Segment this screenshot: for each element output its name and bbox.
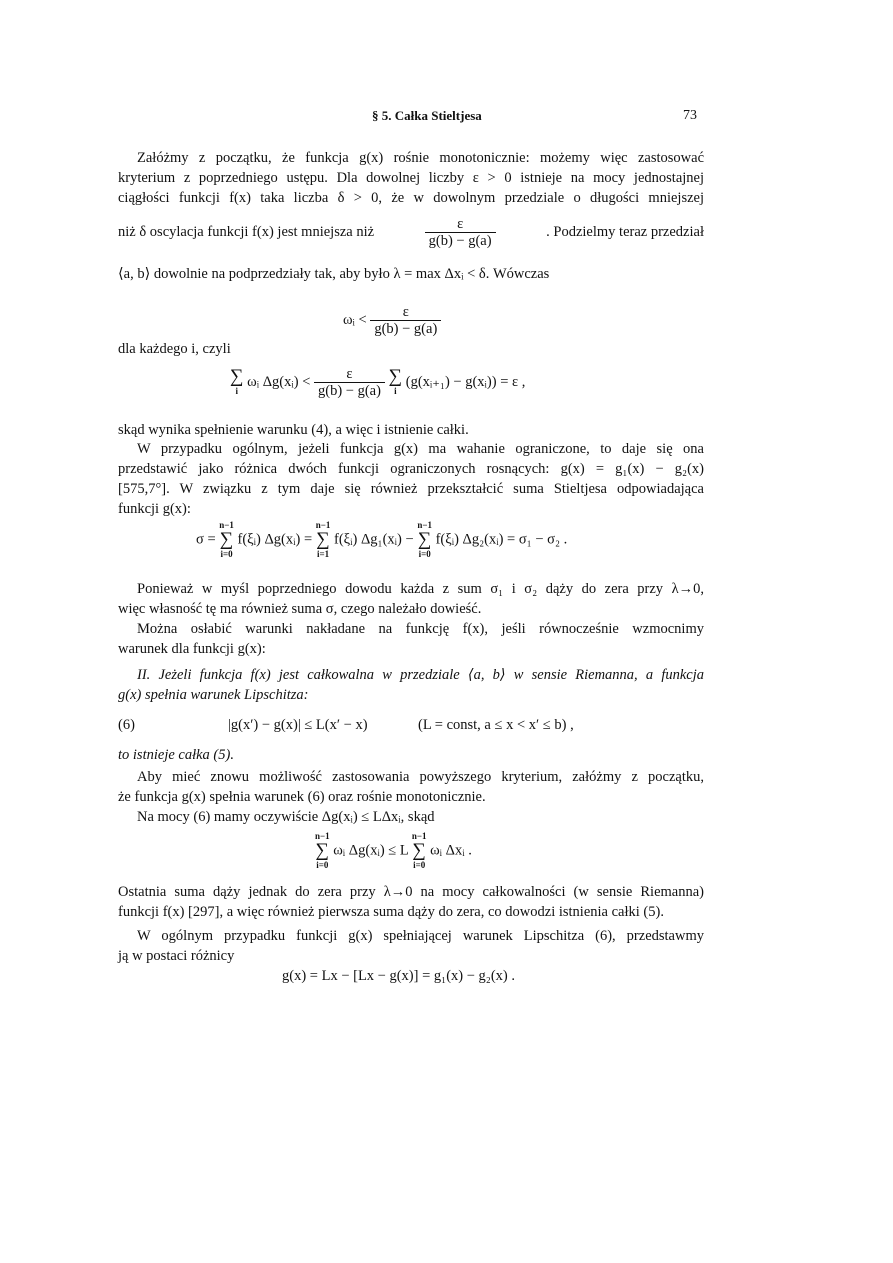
text-line: Na mocy (6) mamy oczywiście Δg(xᵢ) ≤ LΔxᵢ, skąd [137, 809, 435, 825]
sum-lower-limit: i=1 [317, 549, 330, 559]
equation-term: f(ξᵢ) Δg₂(xᵢ) = σ₁ − σ₂ . [435, 531, 568, 548]
text-line: Załóżmy z początku, że funkcja g(x) rośnie monotonicznie: możemy więc zastosować [137, 150, 704, 166]
sum-symbol: ∑ i [388, 366, 403, 396]
text-line: ją w postaci różnicy [118, 948, 235, 964]
sum-lower-limit: i=0 [413, 860, 426, 870]
theorem-line: II. Jeżeli funkcja f(x) jest całkowalna w przedziale ⟨a, b⟩ w sensie Riemanna, a funkcja [137, 667, 704, 683]
text-line-with-fraction [118, 214, 704, 250]
fraction-denominator: g(b) − g(a) [425, 232, 496, 249]
equation-last: g(x) = Lx − [Lx − g(x)] = g₁(x) − g₂(x) . [282, 968, 515, 984]
section-header: § 5. Całka Stieltjesa [372, 108, 482, 123]
text-line: [575,7°]. W związku z tym daje się również przekształcić suma Stieltjesa odpowiadająca [118, 481, 704, 497]
text-line: Aby mieć znowu możliwość zastosowania powyższego kryterium, załóżmy z początku, [137, 769, 704, 785]
text-line: przedstawić jako różnica dwóch funkcji ograniczonych rosnących: g(x) = g₁(x) − g₂(x) [118, 461, 704, 477]
equation-term: ωᵢ Δg(xᵢ) ≤ L [333, 842, 409, 859]
text-fragment: niż δ oscylacja funkcji f(x) jest mniejsza niż [118, 224, 375, 240]
sum-symbol: n−1 ∑ i=1 [315, 520, 331, 559]
equation-formula: |g(x′) − g(x)| ≤ L(x′ − x) [228, 717, 368, 733]
text-line: ⟨a, b⟩ dowolnie na podprzedziały tak, aby było λ = max Δxᵢ < δ. Wówczas [118, 266, 550, 282]
theorem-line: g(x) spełnia warunek Lipschitza: [118, 687, 309, 703]
page-number: 73 [683, 108, 697, 123]
text-line: W przypadku ogólnym, jeżeli funkcja g(x) ma wahanie ograniczone, to daje się ona [137, 441, 704, 457]
sum-upper-limit: n−1 [315, 831, 330, 841]
sum-symbol: ∑ i [230, 366, 244, 396]
sum-upper-limit: n−1 [417, 520, 432, 530]
equation-term: (g(xᵢ₊₁) − g(xᵢ)) = ε , [405, 373, 526, 390]
fraction [370, 304, 441, 337]
sum-lower-limit: i=0 [418, 549, 431, 559]
text-line: dla każdego i, czyli [118, 341, 231, 357]
equation-6 [118, 716, 704, 734]
sum-upper-limit: n−1 [411, 831, 427, 841]
equation-lipschitz-sum [315, 831, 472, 871]
text-line: Można osłabić warunki nakładane na funkcję f(x), jeśli równocześnie wzmocnimy [137, 621, 704, 637]
text-line: funkcji g(x): [118, 501, 191, 517]
equation-condition: (L = const, a ≤ x < x′ ≤ b) , [418, 717, 574, 733]
sum-symbol: n−1 ∑ i=0 [411, 831, 427, 870]
equation-omega [343, 304, 441, 337]
sum-upper-limit: n−1 [315, 520, 331, 530]
fraction-numerator: ε [402, 304, 409, 320]
text-line: ciągłości funkcji f(x) taka liczba δ > 0, że w dowolnym przedziale o długości mniejszej [118, 190, 704, 206]
fraction [425, 216, 496, 249]
sum-symbol: n−1 ∑ i=0 [315, 831, 330, 870]
text-fragment: . Podzielmy teraz przedział [546, 224, 704, 240]
equation-lhs: ωᵢ < [343, 311, 367, 328]
sum-upper-limit: n−1 [219, 520, 234, 530]
text-line: skąd wynika spełnienie warunku (4), a więc i istnienie całki. [118, 422, 469, 438]
sum-lower-limit: i=0 [220, 549, 233, 559]
sum-lower-limit: i=0 [316, 860, 329, 870]
fraction-numerator: ε [346, 366, 353, 382]
text-line: kryterium z poprzedniego ustępu. Dla dowolnej liczby ε > 0 istnieje na mocy jednostajnej [118, 170, 704, 186]
fraction-numerator: ε [457, 215, 464, 232]
equation-sum [230, 366, 525, 399]
sum-lower-limit: i [394, 386, 397, 396]
text-line: warunek dla funkcji g(x): [118, 641, 266, 657]
fraction-denominator: g(b) − g(a) [370, 320, 441, 337]
text-line: W ogólnym przypadku funkcji g(x) spełniającej warunek Lipschitza (6), przedstawmy [137, 928, 704, 944]
equation-label: (6) [118, 717, 135, 733]
sum-symbol: n−1 ∑ i=0 [417, 520, 432, 559]
equation-lhs: σ = [196, 531, 216, 548]
text-line: Ostatnia suma dąży jednak do zera przy λ→0 na mocy całkowalności (w sensie Riemanna) [118, 884, 704, 900]
equation-term: f(ξᵢ) Δg(xᵢ) = [237, 531, 313, 548]
equation-term: ωᵢ Δxᵢ . [430, 842, 472, 859]
fraction-denominator: g(b) − g(a) [314, 382, 385, 399]
equation-term: f(ξᵢ) Δg₁(xᵢ) − [334, 531, 414, 548]
text-line: że funkcja g(x) spełnia warunek (6) oraz rośnie monotonicznie. [118, 789, 486, 805]
fraction [314, 366, 385, 399]
equation-term: ωᵢ Δg(xᵢ) < [247, 373, 311, 390]
text-line: to istnieje całka (5). [118, 747, 234, 763]
equation-sigma [196, 520, 567, 560]
sum-symbol: n−1 ∑ i=0 [219, 520, 234, 559]
text-line: funkcji f(x) [297], a więc również pierwsza suma dąży do zera, co dowodzi istnienia całki (5). [118, 904, 664, 920]
sum-lower-limit: i [235, 386, 239, 396]
text-line: Ponieważ w myśl poprzedniego dowodu każda z sum σ₁ i σ₂ dąży do zera przy λ→0, [137, 581, 704, 597]
text-line: więc własność tę ma również suma σ, czego należało dowieść. [118, 601, 482, 617]
